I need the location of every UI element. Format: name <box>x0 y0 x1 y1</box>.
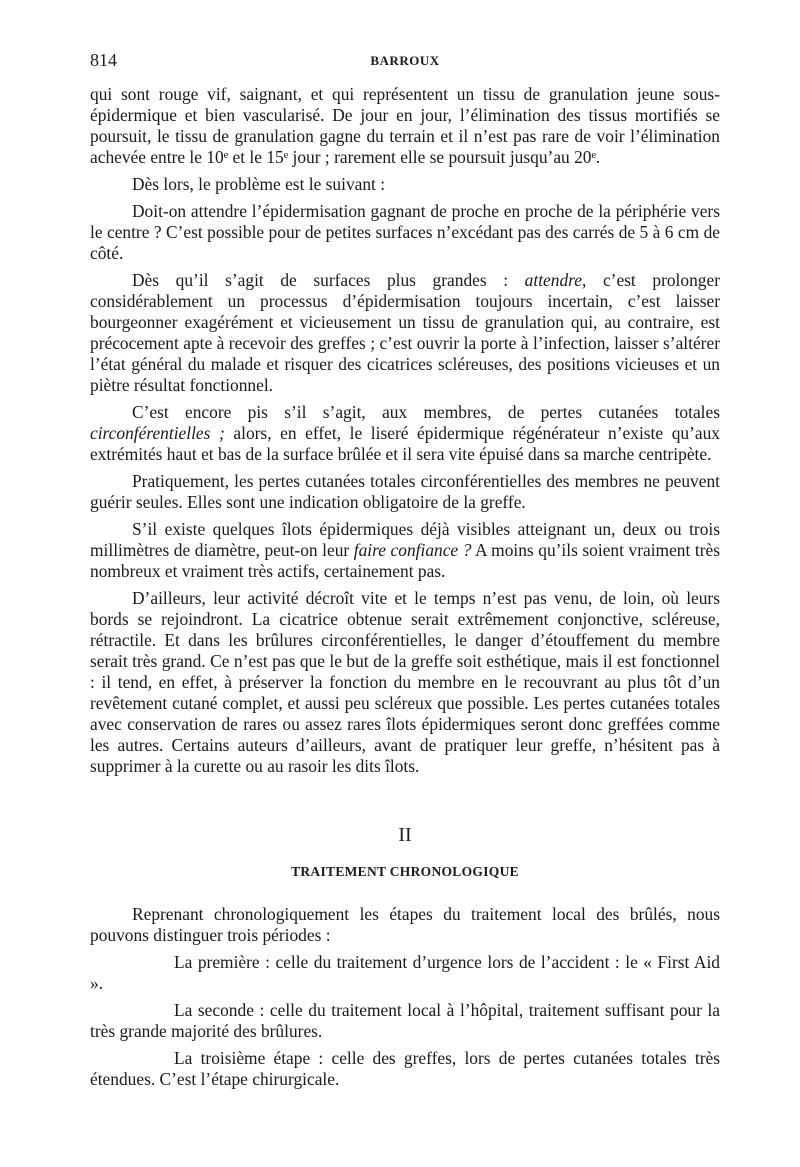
text-run: , c’est prolonger considérablement un processus d’épidermisation toujours incertain, c’est laisser bourgeonner exagérément et vicieusement un tissu de granulation qui, au contraire, est précocement apte à recevoir des greffes ; c’est ouvrir la porte à l’infection, laisser s’altérer l’état général du malade et risquer des cicatrices scléreuses, des positions vicieuses et un piètre résultat fonctionnel. <box>90 270 720 395</box>
emphasis: faire confiance ? <box>353 540 472 560</box>
paragraph <box>90 519 720 582</box>
running-head: BARROUX <box>370 53 440 68</box>
text-run: A moins qu’ils soient vraiment très nombreux et vraiment très actifs, certainement pas. <box>90 540 720 581</box>
list-item: La première : celle du traitement d’urgence lors de l’accident : le « First Aid ». <box>90 952 720 993</box>
paragraph <box>90 270 720 396</box>
emphasis: circonférentielles ; <box>90 423 225 443</box>
section-title: TRAITEMENT CHRONOLOGIQUE <box>291 864 519 879</box>
text-run: alors, en effet, le liseré épidermique régénérateur n’existe qu’aux extrémités haut et bas de la surface brûlée et il sera vite épuisé dans sa marche centripète. <box>90 423 720 464</box>
paragraph: Doit-on attendre l’épidermisation gagnant de proche en proche de la périphérie vers le centre ? C’est possible pour de petites surfaces n’excédant pas des carrés de 5 à 6 cm de côté. <box>90 201 720 263</box>
page-header <box>90 50 720 74</box>
paragraph: Pratiquement, les pertes cutanées totales circonférentielles des membres ne peuvent guérir seules. Elles sont une indication obligatoire de la greffe. <box>90 471 720 512</box>
text-run: Dès qu’il s’agit de surfaces plus grandes : <box>132 270 525 290</box>
section-intro: Reprenant chronologiquement les étapes du traitement local des brûlés, nous pouvons distinguer trois périodes : <box>90 904 720 945</box>
page-body <box>90 84 720 1090</box>
paragraph <box>90 402 720 465</box>
paragraph-continued: qui sont rouge vif, saignant, et qui représentent un tissu de granulation jeune sous-épidermique et bien vascularisé. De jour en jour, l’élimination des tissus mortifiés se poursuit, le tissu de granulation gagne du terrain et il n’est pas rare de voir l’élimination achevée entre le 10ᵉ et le 15ᵉ jour ; rarement elle se poursuit jusqu’au 20ᵉ. <box>90 84 720 167</box>
paragraph: Dès lors, le problème est le suivant : <box>132 174 386 194</box>
page-number: 814 <box>90 50 117 70</box>
section-number: II <box>398 824 412 846</box>
paragraph: D’ailleurs, leur activité décroît vite et le temps n’est pas venu, de loin, où leurs bords se rejoindront. La cicatrice obtenue serait extrêmement conjonctive, scléreuse, rétractile. Et dans les brûlures circonférentielles, le danger d’étouffement du membre serait très grand. Ce n’est pas que le but de la greffe soit esthétique, mais il est fonctionnel : il tend, en effet, à préserver la fonction du membre en le recouvrant au plus tôt d’un revêtement cutané complet, et aussi peu scléreux que possible. Les pertes cutanées totales avec conservation de rares ou assez rares îlots épidermiques seront donc greffées comme les autres. Certains auteurs d’ailleurs, avant de pratiquer leur greffe, n’hésitent pas à supprimer à la curette ou au rasoir les dits îlots. <box>90 588 720 776</box>
emphasis: attendre <box>524 270 582 290</box>
list-item: La seconde : celle du traitement local à l’hôpital, traitement suffisant pour la très grande majorité des brûlures. <box>90 1000 720 1041</box>
text-run: C’est encore pis s’il s’agit, aux membres, de pertes cutanées totales <box>132 402 720 422</box>
list-item: La troisième étape : celle des greffes, lors de pertes cutanées totales très étendues. C’est l’étape chirurgicale. <box>90 1048 720 1089</box>
text-run: S’il existe quelques îlots épidermiques déjà visibles atteignant un, deux ou trois millimètres de diamètre, peut-on leur <box>90 519 720 560</box>
